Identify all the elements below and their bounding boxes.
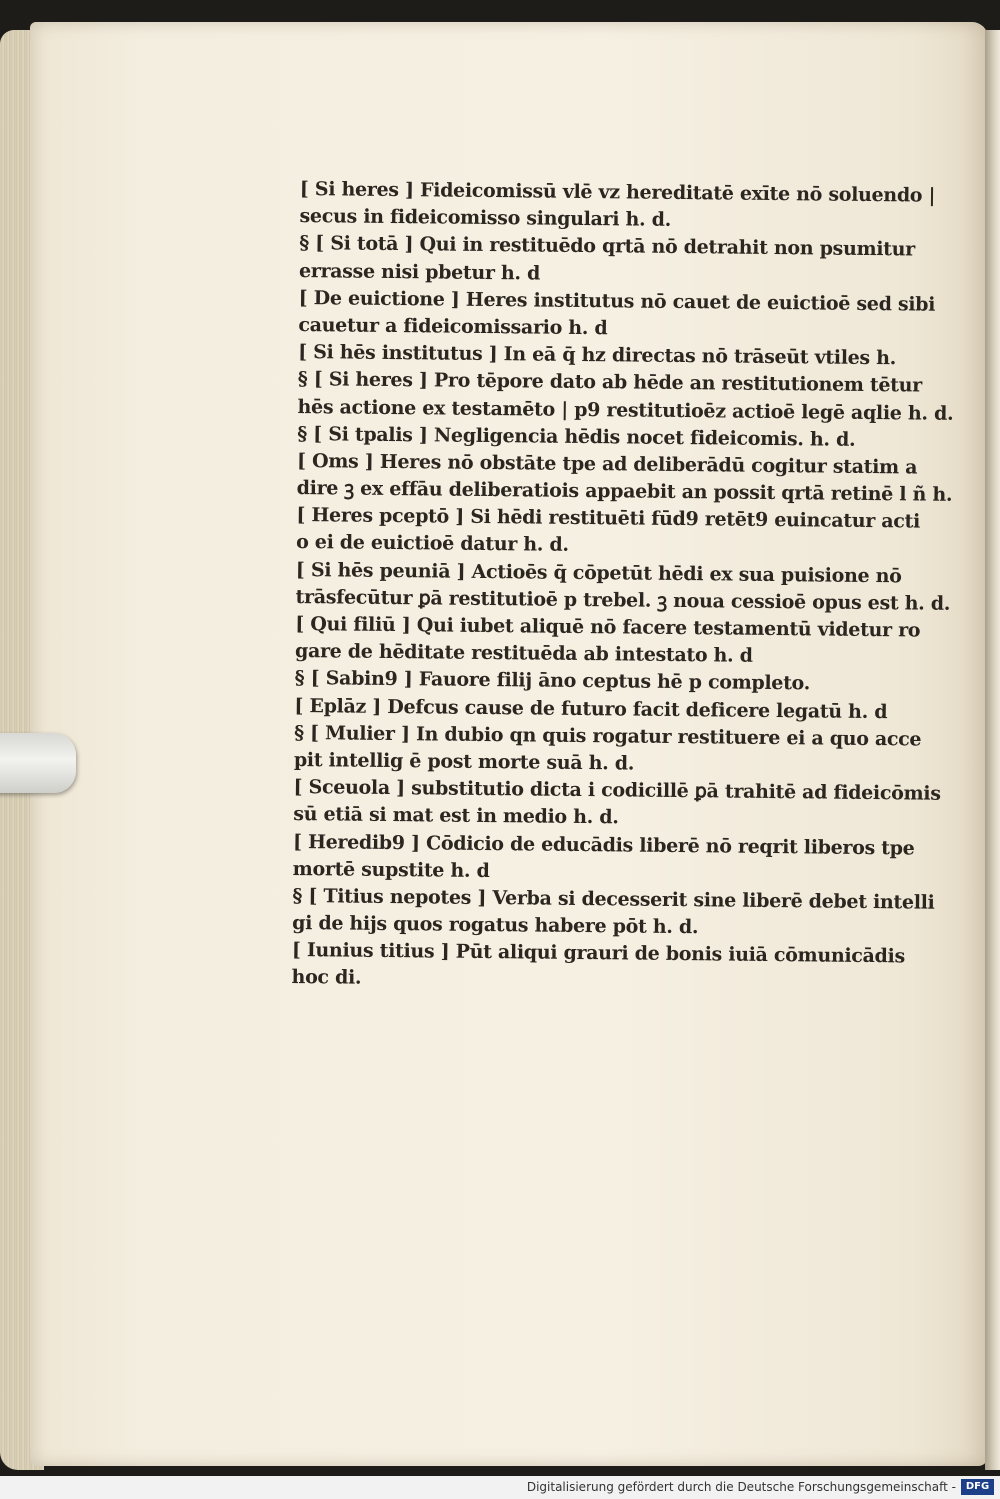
text-line: mortē supstite h. d bbox=[292, 857, 490, 882]
text-line: § [ Si heres ] Pro tēpore dato ab hēde an restitutionem tētur bbox=[297, 368, 923, 397]
text-line: dire ꝫ ex effāu deliberatiois appaebit an possit qrtā retinē l ñ h. bbox=[296, 477, 953, 506]
funding-footer bbox=[0, 1476, 1000, 1499]
text-column bbox=[291, 176, 954, 998]
text-line: cauetur a fideicomissario h. d bbox=[298, 313, 608, 340]
text-line: [ Iunius titius ] Pūt aliqui grauri de bonis iuiā cōmunicādis bbox=[291, 939, 906, 968]
text-line: § [ Titius nepotes ] Verba si decesserit sine liberē debet intelli bbox=[292, 884, 935, 914]
text-line: [ Sceuola ] substitutio dicta i codicillē ꝑā trahitē ad fideicōmis bbox=[293, 776, 941, 805]
text-line: [ De euictione ] Heres institutus nō cauet de euictioē sed sibi bbox=[298, 286, 936, 316]
dfg-logo: DFG bbox=[961, 1479, 994, 1495]
text-line: [ Heredib9 ] Cōdicio de educādis liberē nō reqrit liberos tpe bbox=[292, 830, 915, 859]
text-line: § [ Sabin9 ] Fauore filij āno ceptus hē p completo. bbox=[294, 667, 811, 695]
funding-credit: Digitalisierung gefördert durch die Deutsche Forschungsgemeinschaft - bbox=[526, 1480, 956, 1494]
text-line: o ei de euictioē datur h. d. bbox=[296, 531, 569, 557]
text-line: [ Si heres ] Fideicomissū vlē vz hereditatē exīte nō soluendo | bbox=[299, 177, 936, 207]
facing-page-edge bbox=[985, 30, 1000, 1470]
text-line: gare de hēditate restituēda ab intestato h. d bbox=[294, 640, 753, 667]
text-line: errasse nisi pbetur h. d bbox=[298, 259, 541, 285]
text-line: [ Eplāz ] Defcus cause de futuro facit deficere legatū h. d bbox=[294, 694, 888, 723]
text-line: pit intellig ē post morte suā h. d. bbox=[293, 748, 635, 775]
text-line: § [ Si tpalis ] Negligencia hēdis nocet fideicomis. h. d. bbox=[297, 422, 856, 451]
text-line: [ Heres pceptō ] Si hēdi restituēti fūd9 retēt9 euincatur acti bbox=[296, 504, 921, 533]
text-line: § [ Mulier ] In dubio qn quis rogatur restituere ei a quo acce bbox=[294, 721, 922, 751]
text-line: § [ Si totā ] Qui in restituēdo qrtā nō detrahit non psumitur bbox=[299, 232, 916, 261]
text-line: [ Si hēs peuniā ] Actioēs q̄ cōpetūt hēdi ex sua puisione nō bbox=[295, 558, 902, 587]
text-line: gi de hijs quos rogatus habere pōt h. d. bbox=[292, 912, 699, 939]
text-line: hēs actione ex testamēto | p9 restitutioēz actioē legē aqlie h. d. bbox=[297, 395, 954, 425]
text-line: [ Oms ] Heres nō obstāte tpe ad deliberādū cogitur statim a bbox=[296, 449, 918, 479]
text-line: sū etiā si mat est in medio h. d. bbox=[293, 803, 619, 829]
text-line: hoc di. bbox=[291, 966, 362, 990]
text-line: [ Qui filiū ] Qui iubet aliquē nō facere testamentū videtur ro bbox=[295, 612, 921, 642]
text-line: trāsfecūtur ꝑā restitutioē p trebel. ꝫ noua cessioē opus est h. d. bbox=[295, 585, 951, 615]
bookmark-tab bbox=[0, 733, 76, 793]
text-line: secus in fideicomisso singulari h. d. bbox=[299, 205, 672, 232]
text-line: [ Si hēs institutus ] In eā q̄ hz directas nō trāseūt vtiles h. bbox=[298, 341, 897, 370]
